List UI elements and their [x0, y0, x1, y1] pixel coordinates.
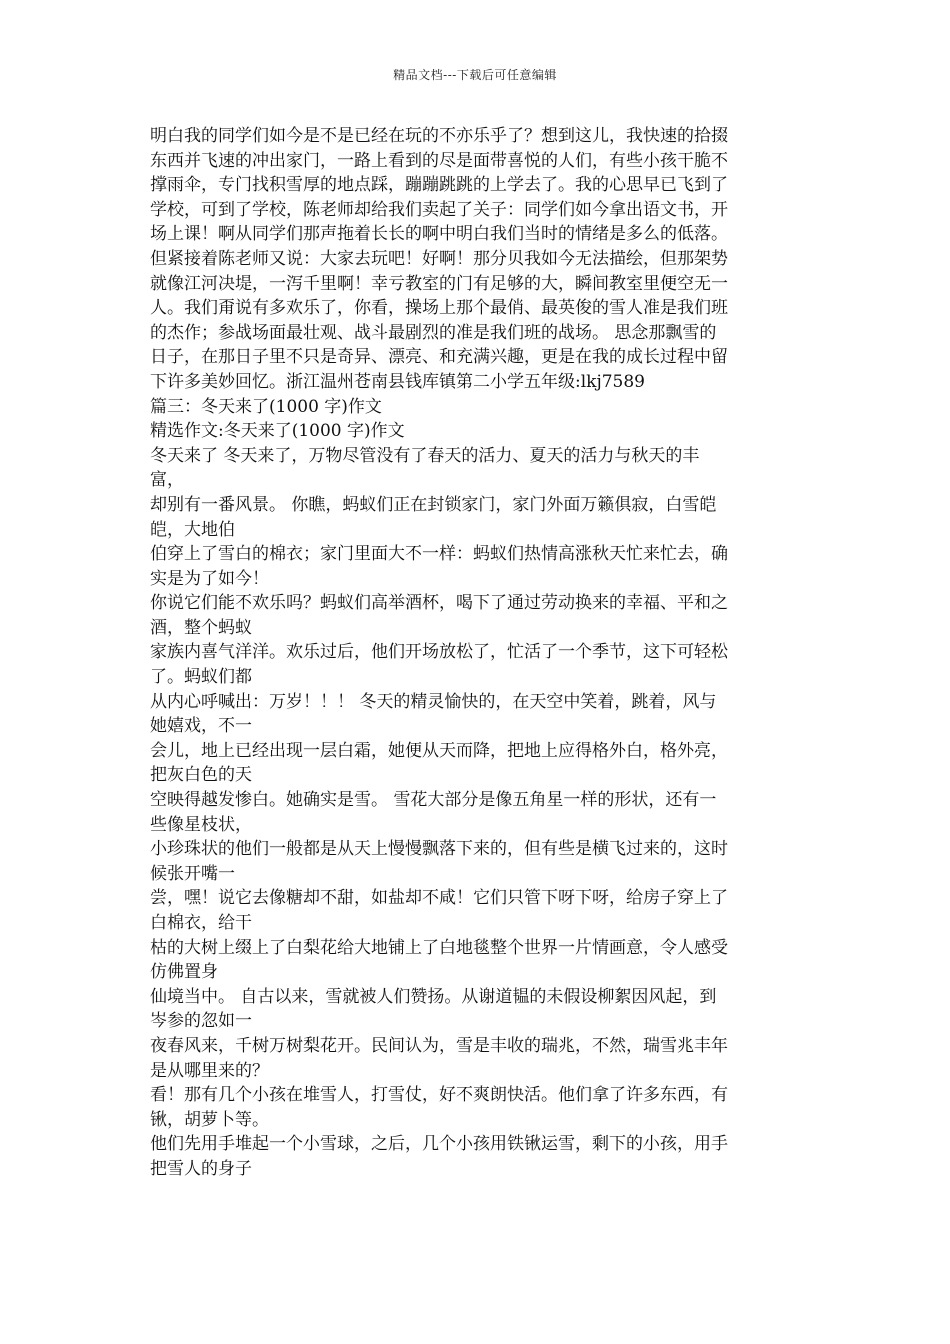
- text-line: 就像江河决堤，一泻千里啊！幸亏教室的门有足够的大，瞬间教室里便空无一: [150, 273, 728, 294]
- essay-line: [150, 936, 810, 985]
- text-line: 富，: [150, 470, 184, 491]
- text-line: 仙境当中。 自古以来，雪就被人们赞扬。从谢道韫的未假设柳絮因风起，到: [150, 986, 717, 1007]
- text-line: 日子，在那日子里不只是奇异、漂亮、和充满兴趣，更是在我的成长过程中留: [150, 347, 728, 368]
- text-line: 会儿，地上已经出现一层白霜，她便从天而降，把地上应得格外白，格外亮，: [150, 740, 728, 761]
- essay-line: [150, 690, 810, 739]
- essay-title: 精选作文:冬天来了(1000 字)作文: [150, 421, 405, 442]
- essay-line: [150, 739, 810, 788]
- essay-line: [150, 640, 810, 689]
- text-line: 人。我们甭说有多欢乐了，你看，操场上那个最俏、最英俊的雪人准是我们班: [150, 298, 728, 319]
- text-line: 把灰白色的天: [150, 765, 252, 786]
- text-line: 你说它们能不欢乐吗？蚂蚁们高举酒杯，喝下了通过劳动换来的幸福、平和之: [150, 593, 728, 614]
- text-line: 些像星枝状，: [150, 814, 252, 835]
- text-line: 家族内喜气洋洋。欢乐过后，他们开场放松了，忙活了一个季节，这下可轻松: [150, 642, 728, 663]
- page-header: 精品文档---下载后可任意编辑: [393, 68, 557, 82]
- essay-line: [150, 493, 810, 542]
- text-line: 的杰作；参战场面最壮观、战斗最剧烈的准是我们班的战场。 思念那飘雪的: [150, 322, 717, 343]
- document-body: [150, 124, 810, 1182]
- text-line: 从内心呼喊出：万岁！！！ 冬天的精灵愉快的，在天空中笑着，跳着，风与: [150, 691, 717, 712]
- text-line: 明白我的同学们如今是不是已经在玩的不亦乐乎了？想到这儿，我快速的拾掇: [150, 126, 728, 146]
- text-line: 白棉衣，给干: [150, 913, 252, 933]
- text-line: 候张开嘴一: [150, 863, 235, 884]
- text-line: 东西并飞速的冲出家门，一路上看到的尽是面带喜悦的人们，有些小孩干脆不: [150, 150, 728, 171]
- essay-line: [150, 788, 810, 837]
- text-line: 把雪人的身子: [150, 1158, 252, 1179]
- essay-line: [150, 985, 810, 1034]
- text-line: 夜春风来，千树万树梨花开。民间认为，雪是丰收的瑞兆，不然，瑞雪兆丰年: [150, 1035, 728, 1056]
- essay-line: [150, 444, 810, 493]
- text-line: 实是为了如今！: [150, 568, 269, 589]
- paragraph-1: [150, 124, 810, 395]
- text-line: 枯的大树上缀上了白梨花给大地铺上了白地毯整个世界一片情画意，令人感受: [150, 937, 728, 958]
- essay-line: [150, 591, 810, 640]
- essay-line: [150, 837, 810, 886]
- essay-line: [150, 1034, 810, 1083]
- text-line: 她嬉戏，不一: [150, 716, 252, 737]
- essay-line: [150, 1083, 810, 1132]
- text-line: 尝，嘿！说它去像糖却不甜，如盐却不咸！它们只管下呀下呀，给房子穿上了: [150, 888, 728, 909]
- text-line: 却别有一番风景。 你瞧，蚂蚁们正在封锁家门，家门外面万籁俱寂，白雪皑: [150, 494, 717, 515]
- text-line: 小珍珠状的他们一般都是从天上慢慢飘落下来的，但有些是横飞过来的，这时: [150, 839, 728, 860]
- text-line: 岑参的忽如一: [150, 1011, 252, 1032]
- text-line: 仿佛置身: [150, 962, 218, 983]
- text-line: 撑雨伞，专门找积雪厚的地点踩，蹦蹦跳跳的上学去了。我的心思早已飞到了: [150, 175, 728, 196]
- essay-body: [150, 444, 810, 1182]
- text-line: 伯穿上了雪白的棉衣；家门里面大不一样：蚂蚁们热情高涨秋天忙来忙去，确: [150, 544, 728, 565]
- text-line: 皑，大地伯: [150, 519, 235, 540]
- essay-line: [150, 1132, 810, 1181]
- text-line: 场上课！啊从同学们那声拖着长长的啊中明白我们当时的情绪是多么的低落。: [150, 224, 728, 245]
- text-line: 他们先用手堆起一个小雪球，之后，几个小孩用铁锹运雪，剩下的小孩，用手: [150, 1134, 728, 1155]
- text-line: 了。蚂蚁们都: [150, 667, 252, 688]
- text-line: 看！那有几个小孩在堆雪人，打雪仗，好不爽朗快活。他们拿了许多东西，有: [150, 1085, 728, 1106]
- text-line: 酒，整个蚂蚁: [150, 617, 252, 638]
- text-line: 是从哪里来的？: [150, 1060, 269, 1081]
- section-heading: 篇三：冬天来了(1000 字)作文: [150, 396, 382, 417]
- text-line: 下许多美妙回忆。浙江温州苍南县钱库镇第二小学五年级:lkj7589: [150, 371, 645, 392]
- text-line: 锹，胡萝卜等。: [150, 1109, 269, 1130]
- text-line: 学校，可到了学校，陈老师却给我们卖起了关子：同学们如今拿出语文书，开: [150, 199, 728, 220]
- essay-line: [150, 542, 810, 591]
- text-line: 但紧接着陈老师又说：大家去玩吧！好啊！那分贝我如今无法描绘，但那架势: [150, 248, 728, 269]
- text-line: 空映得越发惨白。她确实是雪。 雪花大部分是像五角星一样的形状，还有一: [150, 790, 717, 811]
- text-line: 冬天来了 冬天来了，万物尽管没有了春天的活力、夏天的活力与秋天的丰: [150, 445, 700, 466]
- essay-line: [150, 886, 810, 935]
